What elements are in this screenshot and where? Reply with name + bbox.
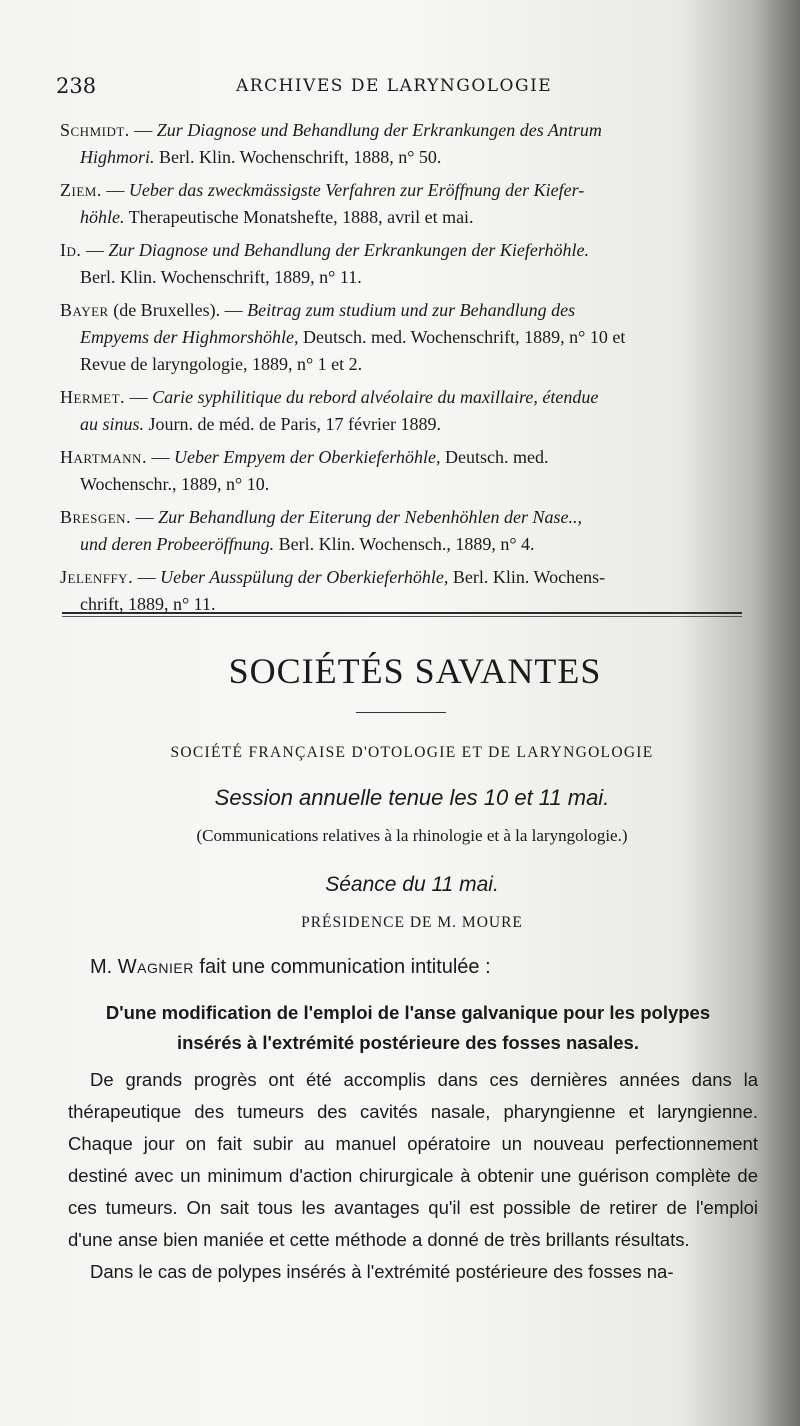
paper-title-line2: insérés à l'extrémité postérieure des fosses nasales. bbox=[176, 1032, 639, 1053]
society-heading: SOCIÉTÉ FRANÇAISE D'OTOLOGIE ET DE LARYNGOLOGIE bbox=[170, 744, 654, 761]
section-divider bbox=[62, 612, 742, 614]
entry-line2-rest: Wochenschr., 1889, n° 10. bbox=[80, 474, 270, 494]
speaker-name: Wagnier bbox=[117, 956, 194, 978]
paragraph-2: Dans le cas de polypes insérés à l'extrémité postérieure des fosses na- bbox=[90, 1261, 674, 1282]
section-divider-thin bbox=[62, 616, 742, 617]
entry-title: Carie syphilitique du rebord alvéolaire du maxillaire, étendue bbox=[152, 387, 599, 407]
entry-dash: — bbox=[101, 180, 129, 200]
entry-line2 bbox=[60, 324, 760, 351]
entry-line2-rest: Deutsch. med. Wochenschrift, 1889, n° 10 et bbox=[298, 327, 626, 347]
entry-title: Ueber Empyem der Oberkieferhöhle, bbox=[173, 447, 441, 467]
seance-heading: Séance du 11 mai. bbox=[325, 873, 499, 896]
entry-line2-rest: Berl. Klin. Wochenschrift, 1888, n° 50. bbox=[154, 147, 442, 167]
entry-line2 bbox=[60, 204, 760, 231]
speaker-prefix: M. bbox=[90, 956, 118, 978]
entry-title-rest: Berl. Klin. Wochens- bbox=[448, 567, 606, 587]
entry-dash: — bbox=[131, 507, 159, 527]
entry-author: Bayer bbox=[60, 300, 109, 320]
bibliography-entry bbox=[60, 117, 760, 171]
short-divider bbox=[356, 712, 446, 713]
bibliography-entry bbox=[60, 384, 760, 438]
entry-author: Ziem. bbox=[60, 180, 102, 200]
entry-line2-italic: und deren Probeeröffnung. bbox=[80, 534, 275, 554]
entry-title-rest: Deutsch. med. bbox=[440, 447, 549, 467]
entry-line2-rest: Journ. de méd. de Paris, 17 février 1889. bbox=[144, 414, 441, 434]
speaker-text: fait une communication intitulée : bbox=[193, 956, 491, 978]
entry-line2 bbox=[60, 144, 760, 171]
entry-author: Jelenffy. bbox=[60, 567, 134, 587]
entry-title: Zur Diagnose und Behandlung der Erkrankungen der Kieferhöhle. bbox=[108, 240, 590, 260]
entry-line2-italic: au sinus. bbox=[80, 414, 145, 434]
entry-author-extra: (de Bruxelles). bbox=[108, 300, 221, 320]
running-title: ARCHIVES DE LARYNGOLOGIE bbox=[236, 76, 553, 96]
entry-title: Zur Diagnose und Behandlung der Erkrankungen des Antrum bbox=[156, 120, 602, 140]
entry-author: Id. bbox=[60, 240, 82, 260]
entry-line2-italic: Highmori. bbox=[80, 147, 155, 167]
presidence-heading: PRÉSIDENCE DE M. MOURE bbox=[301, 914, 523, 931]
entry-dash: — bbox=[81, 240, 109, 260]
entry-line2-rest: Berl. Klin. Wochensch., 1889, n° 4. bbox=[274, 534, 535, 554]
entry-dash: — bbox=[129, 120, 157, 140]
entry-title: Beitrag zum studium und zur Behandlung des bbox=[247, 300, 576, 320]
entry-title: Zur Behandlung der Eiterung der Nebenhöhlen der Nase.., bbox=[158, 507, 583, 527]
bibliography-entry bbox=[60, 444, 760, 498]
entry-author: Hartmann. bbox=[60, 447, 147, 467]
entry-dash: — bbox=[220, 300, 248, 320]
bibliography-entry bbox=[60, 237, 760, 291]
bibliography-list bbox=[60, 117, 760, 624]
entry-author: Schmidt. bbox=[60, 120, 130, 140]
entry-line2-rest: Therapeutische Monatshefte, 1888, avril et mai. bbox=[124, 207, 474, 227]
entry-author: Bresgen. bbox=[60, 507, 132, 527]
entry-dash: — bbox=[125, 387, 153, 407]
entry-line2-rest: Berl. Klin. Wochenschrift, 1889, n° 11. bbox=[80, 267, 362, 287]
section-title: SOCIÉTÉS SAVANTES bbox=[228, 651, 602, 691]
entry-line2 bbox=[60, 531, 760, 558]
entry-dash: — bbox=[133, 567, 161, 587]
bibliography-entry bbox=[60, 297, 760, 378]
body-text bbox=[68, 1064, 758, 1288]
entry-line2-rest: chrift, 1889, n° 11. bbox=[80, 594, 216, 614]
bibliography-entry bbox=[60, 504, 760, 558]
communications-note: (Communications relatives à la rhinologie et à la laryngologie.) bbox=[196, 826, 628, 845]
speaker-line bbox=[90, 956, 491, 979]
entry-line2 bbox=[60, 471, 760, 498]
paper-title bbox=[58, 998, 758, 1058]
entry-line2 bbox=[60, 411, 760, 438]
entry-author: Hermet. bbox=[60, 387, 126, 407]
entry-title: Ueber Ausspülung der Oberkieferhöhle, bbox=[160, 567, 449, 587]
entry-dash: — bbox=[146, 447, 174, 467]
entry-line3: Revue de laryngologie, 1889, n° 1 et 2. bbox=[80, 354, 363, 374]
paragraph-1: De grands progrès ont été accomplis dans ces dernières années dans la thérapeutique des tumeurs des cavités nasale, pharyngienne et laryngienne. Chaque jour on fait subir au manuel opératoire un nouveau perfectionnement destiné avec un minimum d'action chirurgicale à obtenir une guérison complète de ces tumeurs. On sait tous les avantages qu'il est possible de retirer de l'emploi d'une anse bien maniée et cette méthode a donné de très brillants résultats. bbox=[68, 1069, 758, 1250]
entry-line2 bbox=[60, 264, 760, 291]
entry-title: Ueber das zweckmässigste Verfahren zur Eröffnung der Kiefer- bbox=[128, 180, 585, 200]
bibliography-entry bbox=[60, 177, 760, 231]
running-head bbox=[56, 70, 756, 100]
page-number: 238 bbox=[56, 74, 97, 98]
entry-line2-italic: höhle. bbox=[80, 207, 125, 227]
bibliography-entry bbox=[60, 564, 760, 618]
entry-line2-italic: Empyems der Highmorshöhle, bbox=[80, 327, 299, 347]
session-heading: Session annuelle tenue les 10 et 11 mai. bbox=[214, 785, 610, 810]
paper-title-line1: D'une modification de l'emploi de l'anse galvanique pour les polypes bbox=[105, 1002, 711, 1023]
